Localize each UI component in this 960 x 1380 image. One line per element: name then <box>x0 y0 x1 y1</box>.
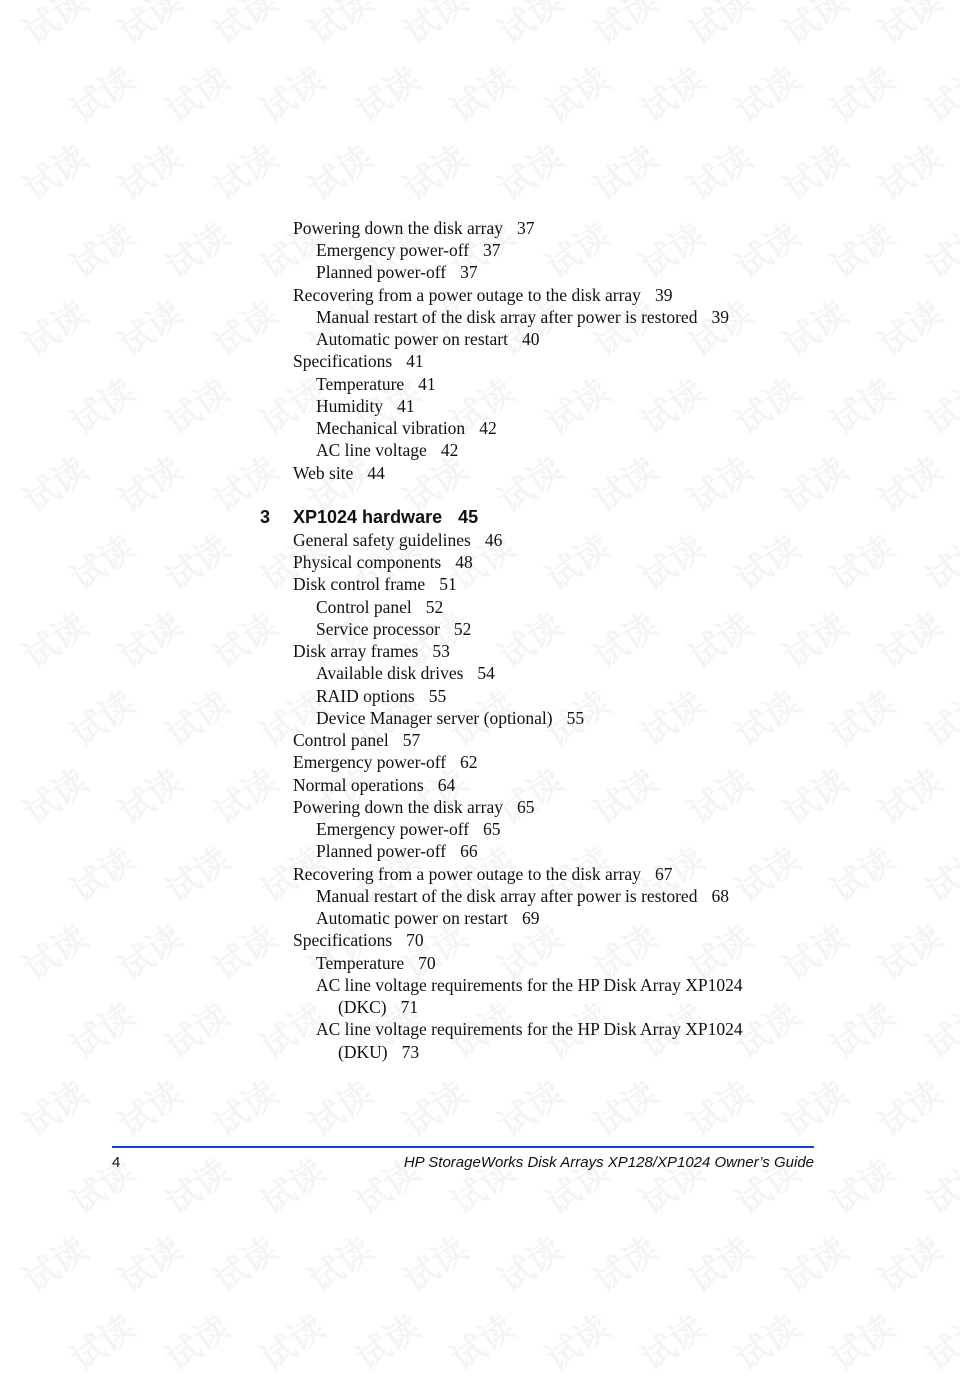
toc-entry-title: AC line voltage requirements for the HP Disk Array XP1024 <box>316 975 743 995</box>
watermark-text <box>202 0 286 54</box>
watermark-text <box>249 1301 333 1380</box>
watermark-text <box>297 131 381 210</box>
watermark-text <box>724 209 808 288</box>
watermark-text <box>107 287 191 366</box>
toc-entry-page: 70 <box>418 953 436 973</box>
watermark-text <box>59 677 143 756</box>
watermark-text <box>107 0 191 54</box>
toc-entry-title: Available disk drives <box>316 663 464 683</box>
toc-entry-page: 66 <box>460 841 478 861</box>
toc-entry-page: 37 <box>460 262 478 282</box>
chapter-number: 3 <box>260 507 271 527</box>
watermark-text <box>819 677 903 756</box>
toc-entry-title: (DKC) <box>338 997 387 1017</box>
watermark-text <box>677 131 761 210</box>
watermark-text <box>107 1067 191 1146</box>
toc-entry[interactable] <box>316 662 495 684</box>
watermark-text <box>12 443 96 522</box>
watermark-text <box>107 599 191 678</box>
toc-entry[interactable] <box>316 952 436 974</box>
toc-entry-title: AC line voltage requirements for the HP Disk Array XP1024 <box>316 1019 743 1039</box>
watermark-text <box>867 599 951 678</box>
toc-entry-title: Specifications <box>293 930 393 950</box>
watermark-text <box>677 0 761 54</box>
watermark-text <box>914 989 960 1068</box>
toc-entry-page: 64 <box>437 775 456 795</box>
watermark-text <box>819 833 903 912</box>
watermark-text <box>107 911 191 990</box>
watermark-text <box>12 131 96 210</box>
toc-entry-title: Temperature <box>316 374 405 394</box>
watermark-text <box>154 1301 238 1380</box>
watermark-text <box>297 1067 381 1146</box>
watermark-text <box>772 131 856 210</box>
watermark-text <box>582 131 666 210</box>
toc-entry-title: Emergency power-off <box>293 752 447 772</box>
watermark-text <box>392 1223 476 1302</box>
toc-entry-title: Powering down the disk array <box>293 797 503 817</box>
watermark-text <box>154 833 238 912</box>
footer-page-number: 4 <box>112 1154 121 1171</box>
watermark-text <box>582 443 666 522</box>
toc-entry-title: Automatic power on restart <box>316 329 508 349</box>
watermark-text <box>59 365 143 444</box>
watermark-text <box>772 1067 856 1146</box>
watermark-text <box>629 365 713 444</box>
watermark-text <box>772 599 856 678</box>
toc-entry[interactable] <box>293 774 455 796</box>
watermark-text <box>12 287 96 366</box>
watermark-text <box>202 755 286 834</box>
watermark-text <box>582 1223 666 1302</box>
toc-entry[interactable] <box>316 439 458 461</box>
watermark-text <box>724 833 808 912</box>
watermark-text <box>392 0 476 54</box>
watermark-text <box>487 131 571 210</box>
watermark-text <box>867 1067 951 1146</box>
watermark-text <box>59 53 143 132</box>
toc-entry-page: 37 <box>483 240 501 260</box>
watermark-text <box>772 911 856 990</box>
toc-entry-title: (DKU) <box>338 1042 388 1062</box>
watermark-text <box>344 53 428 132</box>
toc-entry-page: 65 <box>516 797 535 817</box>
watermark-text <box>819 989 903 1068</box>
watermark-text <box>724 1301 808 1380</box>
toc-entry-page: 52 <box>425 597 444 617</box>
watermark-text <box>772 443 856 522</box>
watermark-text <box>12 1067 96 1146</box>
watermark-text <box>677 755 761 834</box>
watermark-text <box>914 521 960 600</box>
watermark-text <box>202 1223 286 1302</box>
toc-entry[interactable] <box>293 217 534 239</box>
watermark-text <box>534 365 618 444</box>
toc-entry-title: Emergency power-off <box>316 819 470 839</box>
watermark-text <box>59 989 143 1068</box>
watermark-text <box>582 1067 666 1146</box>
watermark-text <box>819 209 903 288</box>
toc-entry[interactable] <box>316 885 729 907</box>
watermark-text <box>297 1223 381 1302</box>
toc-entry-page: 39 <box>654 285 673 305</box>
toc-entry-page: 41 <box>418 374 436 394</box>
toc-entry[interactable] <box>338 1041 419 1063</box>
watermark-text <box>819 53 903 132</box>
toc-entry-page: 41 <box>397 396 415 416</box>
toc-entry-title: Normal operations <box>293 775 424 795</box>
watermark-text <box>202 287 286 366</box>
toc-entry-page: 70 <box>406 930 424 950</box>
watermark-text <box>914 833 960 912</box>
toc-entry-page: 48 <box>455 552 473 572</box>
watermark-text <box>12 911 96 990</box>
toc-entry-title: Temperature <box>316 953 405 973</box>
watermark-text <box>12 1223 96 1302</box>
toc-entry-page: 62 <box>460 752 478 772</box>
toc-entry-page: 55 <box>428 686 447 706</box>
toc-entry-title: Recovering from a power outage to the disk array <box>293 285 641 305</box>
watermark-text <box>629 209 713 288</box>
toc-entry-title: Powering down the disk array <box>293 218 503 238</box>
toc-entry-page: 37 <box>516 218 535 238</box>
toc-entry-title: Control panel <box>316 597 412 617</box>
toc-entry[interactable] <box>338 996 418 1018</box>
chapter-page: 45 <box>458 507 479 527</box>
toc-entry-title: RAID options <box>316 686 415 706</box>
watermark-text <box>59 209 143 288</box>
toc-entry[interactable] <box>293 551 473 573</box>
watermark-text <box>107 755 191 834</box>
watermark-text <box>914 365 960 444</box>
watermark-text <box>154 365 238 444</box>
toc-entry-page: 44 <box>367 463 385 483</box>
watermark-text <box>582 755 666 834</box>
watermark-text <box>914 1145 960 1224</box>
toc-entry-page: 40 <box>521 329 540 349</box>
watermark-text <box>202 911 286 990</box>
watermark-text <box>392 1067 476 1146</box>
watermark-text <box>344 1301 428 1380</box>
toc-entry-page: 71 <box>400 997 419 1017</box>
toc-entry-page: 73 <box>401 1042 420 1062</box>
watermark-text <box>59 833 143 912</box>
watermark-text <box>629 1301 713 1380</box>
watermark-text <box>59 1145 143 1224</box>
watermark-text <box>487 599 571 678</box>
toc-entry-page: 67 <box>654 864 673 884</box>
toc-entry-page: 46 <box>484 530 503 550</box>
watermark-text <box>819 365 903 444</box>
watermark-text <box>12 599 96 678</box>
watermark-text <box>487 0 571 54</box>
watermark-text <box>772 1223 856 1302</box>
watermark-text <box>819 1145 903 1224</box>
watermark-text <box>154 677 238 756</box>
watermark-text <box>534 521 618 600</box>
watermark-text <box>249 53 333 132</box>
watermark-text <box>59 521 143 600</box>
watermark-text <box>629 677 713 756</box>
toc-entry[interactable] <box>316 618 471 640</box>
watermark-text <box>534 209 618 288</box>
watermark-text <box>867 911 951 990</box>
watermark-text <box>534 1301 618 1380</box>
toc-entry[interactable] <box>293 729 420 751</box>
toc-entry[interactable] <box>316 974 743 996</box>
watermark-text <box>772 287 856 366</box>
toc-entry-title: Mechanical vibration <box>316 418 466 438</box>
footer-rule <box>112 1146 814 1148</box>
watermark-text <box>677 443 761 522</box>
watermark-text <box>677 599 761 678</box>
toc-entry-title: Manual restart of the disk array after power is restored <box>316 886 698 906</box>
toc-entry-title: Manual restart of the disk array after power is restored <box>316 307 698 327</box>
watermark-text <box>392 131 476 210</box>
toc-entry[interactable] <box>293 462 385 484</box>
toc-entry-title: Emergency power-off <box>316 240 470 260</box>
watermark-text <box>202 1067 286 1146</box>
chapter-title-line <box>293 506 478 528</box>
toc-entry-page: 51 <box>439 574 457 594</box>
watermark-text <box>677 1223 761 1302</box>
watermark-text <box>724 677 808 756</box>
watermark-text <box>297 0 381 54</box>
toc-entry-title: Planned power-off <box>316 841 447 861</box>
toc-entry-page: 65 <box>483 819 501 839</box>
toc-entry[interactable] <box>316 328 539 350</box>
watermark-text <box>867 131 951 210</box>
toc-entry-page: 52 <box>453 619 472 639</box>
toc-entry[interactable] <box>293 350 424 372</box>
watermark-text <box>487 443 571 522</box>
toc-entry[interactable] <box>316 907 539 929</box>
toc-entry[interactable] <box>293 529 502 551</box>
watermark-text <box>534 53 618 132</box>
watermark-text <box>154 521 238 600</box>
watermark-text <box>154 1145 238 1224</box>
watermark-text <box>439 1301 523 1380</box>
toc-entry-title: Physical components <box>293 552 442 572</box>
toc-entry-title: Disk array frames <box>293 641 419 661</box>
toc-entry-page: 53 <box>432 641 450 661</box>
watermark-text <box>914 53 960 132</box>
watermark-text <box>439 53 523 132</box>
toc-entry[interactable] <box>316 685 446 707</box>
watermark-text <box>867 0 951 54</box>
toc-entry-title: Recovering from a power outage to the disk array <box>293 864 641 884</box>
watermark-text <box>487 1067 571 1146</box>
watermark-text <box>819 521 903 600</box>
watermark-text <box>202 443 286 522</box>
toc-entry-page: 39 <box>711 307 729 327</box>
watermark-text <box>819 1301 903 1380</box>
watermark-text <box>867 287 951 366</box>
toc-entry-page: 41 <box>406 351 424 371</box>
toc-entry-title: Humidity <box>316 396 384 416</box>
toc-entry[interactable] <box>293 573 457 595</box>
watermark-text <box>914 677 960 756</box>
toc-entry-page: 55 <box>566 708 585 728</box>
watermark-text <box>629 521 713 600</box>
toc-entry[interactable] <box>316 373 436 395</box>
toc-entry-page: 57 <box>402 730 421 750</box>
toc-entry[interactable] <box>316 1018 743 1040</box>
watermark-text <box>154 989 238 1068</box>
toc-entry-page: 42 <box>479 418 497 438</box>
watermark-text <box>202 599 286 678</box>
toc-entry[interactable] <box>316 818 501 840</box>
toc-entry-title: General safety guidelines <box>293 530 471 550</box>
toc-entry-title: AC line voltage <box>316 440 427 460</box>
watermark-text <box>582 599 666 678</box>
watermark-text <box>59 1301 143 1380</box>
toc-entry-title: Control panel <box>293 730 389 750</box>
toc-entry[interactable] <box>293 863 672 885</box>
toc-entry[interactable] <box>293 640 450 662</box>
watermark-text <box>107 1223 191 1302</box>
watermark-text <box>867 755 951 834</box>
watermark-text <box>582 0 666 54</box>
toc-entry[interactable] <box>316 707 584 729</box>
watermark-text <box>107 131 191 210</box>
toc-entry[interactable] <box>293 929 424 951</box>
watermark-text <box>724 521 808 600</box>
watermark-text <box>107 443 191 522</box>
watermark-text <box>629 53 713 132</box>
toc-entry[interactable] <box>293 284 672 306</box>
chapter-title: XP1024 hardware <box>293 507 443 527</box>
toc-entry[interactable] <box>316 239 501 261</box>
watermark-text <box>867 1223 951 1302</box>
toc-entry-page: 69 <box>521 908 540 928</box>
watermark-text <box>724 53 808 132</box>
watermark-text <box>772 755 856 834</box>
watermark-text <box>772 0 856 54</box>
watermark-text <box>202 131 286 210</box>
toc-entry[interactable] <box>293 751 478 773</box>
watermark-text <box>12 0 96 54</box>
watermark-text <box>249 1145 333 1224</box>
toc-entry[interactable] <box>316 596 443 618</box>
toc-entry-title: Specifications <box>293 351 393 371</box>
watermark-text <box>724 365 808 444</box>
toc-entry[interactable] <box>316 417 497 439</box>
toc-entry[interactable] <box>316 261 478 283</box>
footer-guide-title: HP StorageWorks Disk Arrays XP128/XP1024 Owner’s Guide <box>403 1154 814 1171</box>
watermark-text <box>914 209 960 288</box>
watermark-text <box>914 1301 960 1380</box>
watermark-text <box>154 53 238 132</box>
toc-entry-title: Service processor <box>316 619 440 639</box>
watermark-text <box>154 209 238 288</box>
toc-entry[interactable] <box>316 306 729 328</box>
toc-entry-page: 68 <box>711 886 729 906</box>
toc-entry-title: Web site <box>293 463 354 483</box>
toc-entry-title: Planned power-off <box>316 262 447 282</box>
watermark-text <box>677 1067 761 1146</box>
toc-entry-page: 42 <box>440 440 459 460</box>
toc-entry[interactable] <box>293 796 534 818</box>
toc-entry-title: Automatic power on restart <box>316 908 508 928</box>
toc-entry[interactable] <box>316 840 478 862</box>
watermark-text <box>487 1223 571 1302</box>
toc-entry-title: Device Manager server (optional) <box>316 708 553 728</box>
toc-entry[interactable] <box>316 395 415 417</box>
toc-entry-page: 54 <box>477 663 495 683</box>
watermark-text <box>867 443 951 522</box>
toc-entry-title: Disk control frame <box>293 574 426 594</box>
watermark-text <box>12 755 96 834</box>
